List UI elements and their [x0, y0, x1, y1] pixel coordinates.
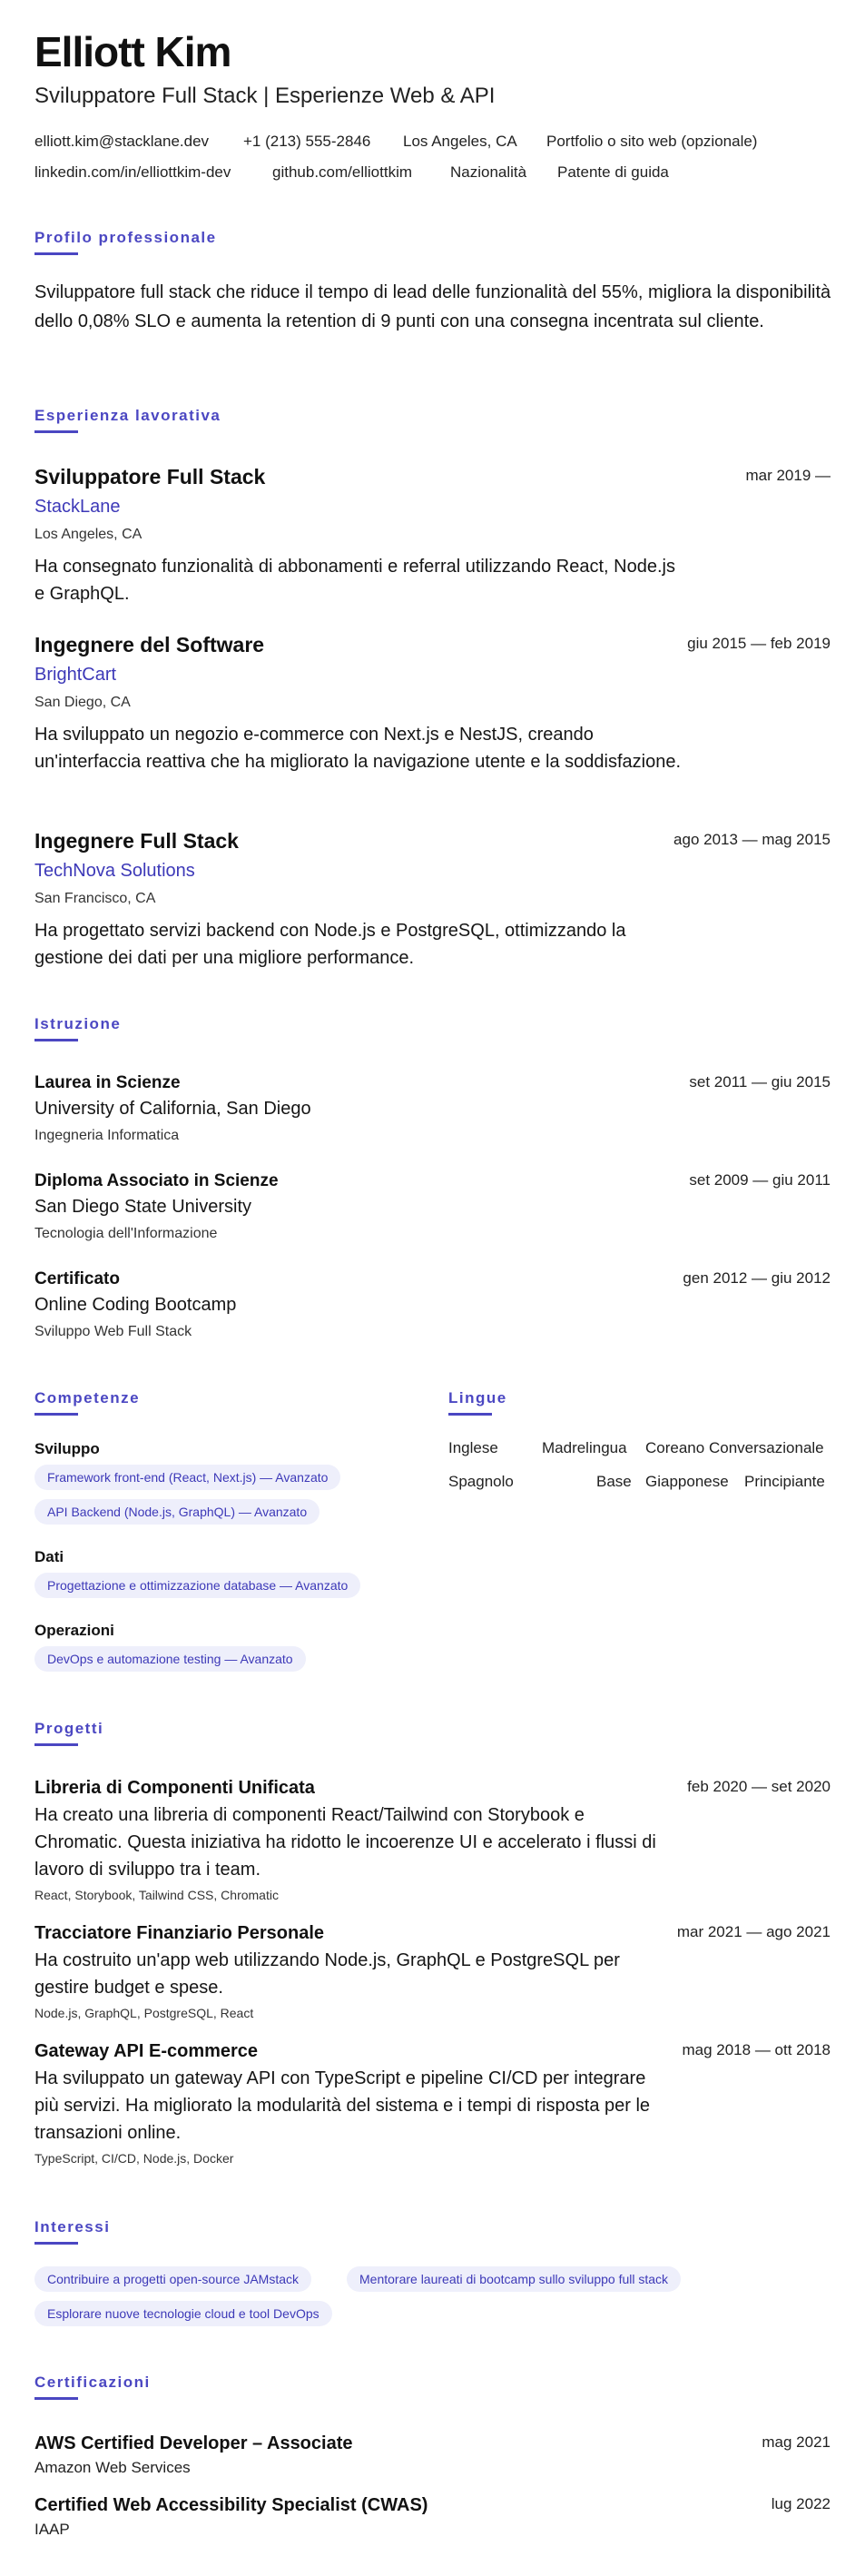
education-school: Online Coding Bootcamp: [34, 1295, 237, 1315]
job-location: San Diego, CA: [34, 695, 131, 710]
job-description: Ha consegnato funzionalità di abbonamenti e referral utilizzando React, Node.js e GraphQL.: [34, 557, 675, 604]
education-field: Ingegneria Informatica: [34, 1128, 180, 1143]
certification-date: lug 2022: [771, 2495, 831, 2512]
section-divider: [34, 1413, 78, 1416]
skill-category: Sviluppo: [34, 1440, 100, 1457]
job-company[interactable]: TechNova Solutions: [34, 861, 195, 881]
education-degree: Laurea in Scienze: [34, 1073, 181, 1092]
summary-heading: Profilo professionale: [34, 229, 217, 246]
education-heading: Istruzione: [34, 1015, 122, 1032]
contact-driving-license: Patente di guida: [557, 163, 669, 181]
certification-issuer: Amazon Web Services: [34, 2459, 191, 2476]
education-degree: Certificato: [34, 1269, 120, 1288]
contact-portfolio[interactable]: Portfolio o sito web (opzionale): [546, 133, 758, 150]
candidate-title: Sviluppatore Full Stack | Esperienze Web & API: [34, 84, 496, 108]
summary-text: Sviluppatore full stack che riduce il tempo di lead delle funzionalità del 55%, migliora la disponibilità dello 0,08% SLO e aumenta la retention di 9 punti con una consegna incentrata sul cliente.: [34, 282, 831, 331]
projects-heading: Progetti: [34, 1720, 104, 1737]
skill-chip: DevOps e automazione testing — Avanzato: [34, 1646, 306, 1672]
project-title: Libreria di Componenti Unificata: [34, 1778, 315, 1798]
project-date: mag 2018 — ott 2018: [682, 2041, 831, 2058]
contact-email[interactable]: elliott.kim@stacklane.dev: [34, 133, 210, 150]
interests-heading: Interessi: [34, 2218, 111, 2235]
section-divider: [34, 430, 78, 433]
job-date: mar 2019 —: [745, 467, 831, 484]
certifications-heading: Certificazioni: [34, 2374, 151, 2391]
skill-chip: Framework front-end (React, Next.js) — Avanzato: [34, 1465, 340, 1490]
certification-date: mag 2021: [762, 2433, 831, 2451]
project-date: mar 2021 — ago 2021: [676, 1923, 831, 1940]
job-title: Ingegnere del Software: [34, 633, 265, 656]
certification-name: Certified Web Accessibility Specialist (CWAS): [34, 2495, 428, 2515]
interest-chip: Contribuire a progetti open-source JAMstack: [34, 2266, 311, 2292]
job-title: Sviluppatore Full Stack: [34, 465, 266, 489]
job-location: Los Angeles, CA: [34, 527, 143, 542]
project-date: feb 2020 — set 2020: [687, 1778, 831, 1795]
contact-phone[interactable]: +1 (213) 555-2846: [243, 133, 371, 150]
certification-issuer: IAAP: [34, 2521, 70, 2538]
section-divider: [34, 252, 78, 255]
job-date: ago 2013 — mag 2015: [673, 831, 831, 848]
job-date: giu 2015 — feb 2019: [687, 635, 831, 652]
project-tech: Node.js, GraphQL, PostgreSQL, React: [34, 2006, 254, 2020]
language-level: Conversazionale: [709, 1439, 824, 1456]
section-divider: [34, 2242, 78, 2245]
section-divider: [448, 1413, 492, 1416]
interest-chip: Mentorare laureati di bootcamp sullo sviluppo full stack: [347, 2266, 681, 2292]
project-description: Ha sviluppato un gateway API con TypeScript e pipeline CI/CD per integrare più servizi. Ha migliorato la modularità del sistema e i tempi di risposta per le transazioni online.: [34, 2068, 651, 2143]
language-name: Inglese: [448, 1439, 498, 1456]
education-school: San Diego State University: [34, 1197, 252, 1217]
contact-nationality: Nazionalità: [450, 163, 527, 181]
education-field: Sviluppo Web Full Stack: [34, 1324, 192, 1339]
project-title: Gateway API E-commerce: [34, 2041, 259, 2061]
interest-chip: Esplorare nuove tecnologie cloud e tool DevOps: [34, 2301, 332, 2326]
languages-heading: Lingue: [448, 1389, 507, 1406]
project-title: Tracciatore Finanziario Personale: [34, 1923, 325, 1943]
job-location: San Francisco, CA: [34, 891, 156, 906]
language-level: Base: [596, 1473, 632, 1490]
contact-linkedin[interactable]: linkedin.com/in/elliottkim-dev: [34, 163, 231, 181]
language-level: Madrelingua: [542, 1439, 627, 1456]
skill-chip: API Backend (Node.js, GraphQL) — Avanzato: [34, 1499, 319, 1525]
skill-category: Operazioni: [34, 1622, 114, 1639]
skill-chip: Progettazione e ottimizzazione database — Avanzato: [34, 1573, 360, 1598]
section-divider: [34, 1039, 78, 1041]
job-company[interactable]: BrightCart: [34, 665, 117, 685]
skills-heading: Competenze: [34, 1389, 141, 1406]
language-name: Coreano: [645, 1439, 705, 1456]
language-name: Spagnolo: [448, 1473, 514, 1490]
section-divider: [34, 2397, 78, 2400]
contact-github[interactable]: github.com/elliottkim: [272, 163, 413, 181]
language-name: Giapponese: [645, 1473, 729, 1490]
contact-location: Los Angeles, CA: [403, 133, 517, 150]
education-school: University of California, San Diego: [34, 1099, 311, 1119]
experience-heading: Esperienza lavorativa: [34, 407, 221, 424]
job-company[interactable]: StackLane: [34, 497, 121, 517]
education-date: gen 2012 — giu 2012: [683, 1269, 831, 1287]
section-divider: [34, 1743, 78, 1746]
language-level: Principiante: [744, 1473, 825, 1490]
project-description: Ha costruito un'app web utilizzando Node.js, GraphQL e PostgreSQL per gestire budget e spese.: [34, 1950, 620, 1998]
candidate-name: Elliott Kim: [34, 28, 231, 75]
education-field: Tecnologia dell'Informazione: [34, 1226, 218, 1241]
certification-name: AWS Certified Developer – Associate: [34, 2433, 353, 2453]
job-title: Ingegnere Full Stack: [34, 829, 239, 853]
project-tech: React, Storybook, Tailwind CSS, Chromatic: [34, 1888, 279, 1902]
job-description: Ha sviluppato un negozio e-commerce con Next.js e NestJS, creando un'interfaccia reattiva che ha migliorato la navigazione utente e la soddisfazione.: [34, 725, 682, 772]
education-date: set 2011 — giu 2015: [689, 1073, 831, 1091]
project-tech: TypeScript, CI/CD, Node.js, Docker: [34, 2151, 234, 2166]
job-description: Ha progettato servizi backend con Node.js e PostgreSQL, ottimizzando la gestione dei dati per una migliore performance.: [34, 921, 626, 968]
project-description: Ha creato una libreria di componenti React/Tailwind con Storybook e Chromatic. Questa iniziativa ha ridotto le incoerenze UI e accelerato i flussi di lavoro di sviluppo tra i team.: [34, 1805, 656, 1880]
education-degree: Diploma Associato in Scienze: [34, 1171, 279, 1190]
education-date: set 2009 — giu 2011: [689, 1171, 831, 1189]
skill-category: Dati: [34, 1548, 64, 1565]
